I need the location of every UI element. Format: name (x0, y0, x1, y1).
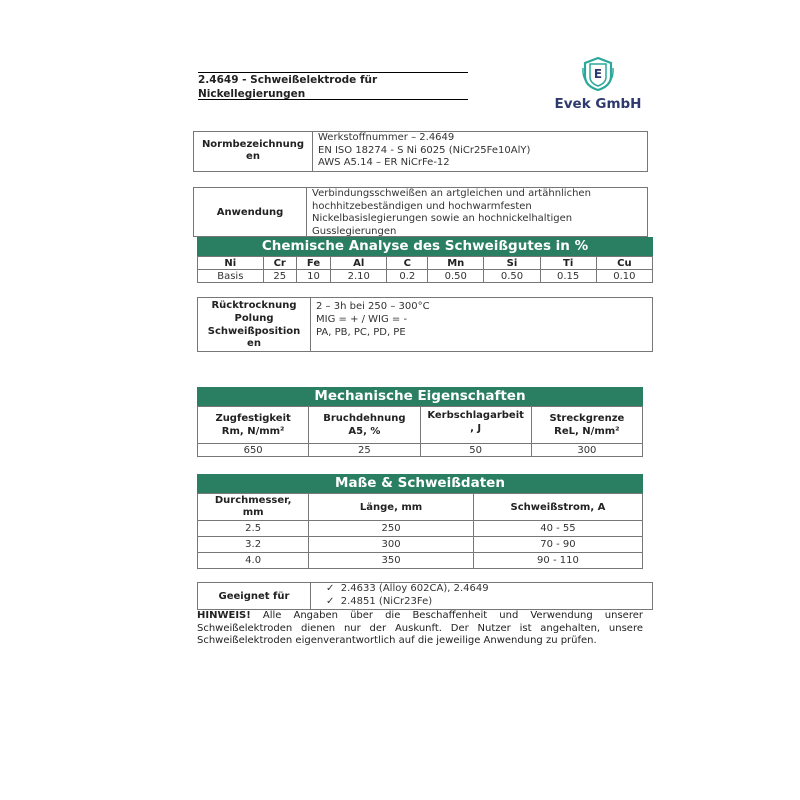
chem-table (197, 256, 653, 283)
masse-header: Länge, mm (309, 494, 474, 521)
masse-cell: 3.2 (198, 537, 309, 553)
chem-section (197, 237, 653, 283)
hinweis-label: HINWEIS! (197, 610, 251, 621)
title-line-1: 2.4649 - Schweißelektrode für (198, 74, 378, 86)
mech-value: 300 (531, 444, 642, 457)
chem-header: Al (331, 257, 387, 270)
masse-cell: 300 (309, 537, 474, 553)
anwendung-values: Verbindungsschweißen an artgleichen und artähnlichen hochhitzebeständigen und hochwarmfesten Nickelbasislegierungen sowie an hochnickelhaltigen Gusslegierungen (312, 188, 591, 237)
masse-cell: 250 (309, 521, 474, 537)
mech-header: Streckgrenze ReL, N/mm² (531, 407, 642, 444)
masse-section (197, 474, 643, 569)
geeignet-box (197, 582, 653, 610)
anwendung-label: Anwendung (216, 207, 284, 218)
geeignet-label: Geeignet für (218, 591, 290, 602)
divider (306, 188, 307, 236)
params-box (197, 297, 653, 352)
mech-section (197, 387, 643, 457)
chem-header: Cu (596, 257, 652, 270)
divider (312, 132, 313, 171)
company-name: Evek GmbH (554, 96, 642, 112)
masse-title: Maße & Schweißdaten (197, 474, 643, 493)
params-values: 2 – 3h bei 250 – 300°C MIG = + / WIG = - PA, PB, PC, PD, PE (316, 301, 430, 338)
geeignet-item: ✓ 2.4851 (NiCr23Fe) (326, 595, 433, 607)
masse-cell: 70 - 90 (473, 537, 642, 553)
norm-label: Normbezeichnung en (201, 139, 305, 162)
norm-box (193, 131, 648, 172)
mech-value: 650 (198, 444, 309, 457)
hinweis-text: Alle Angaben über die Beschaffenheit und Verwendung unserer Schweißelektroden dienen nur der Auskunft. Der Nutzer ist angehalten, unsere Schweißelektroden eigenverantwortlich auf die jeweilige Anwendung zu prüfen. (197, 610, 643, 646)
masse-header: Durchmesser, mm (198, 494, 309, 521)
masse-header: Schweißstrom, A (473, 494, 642, 521)
chem-value: 0.50 (484, 270, 540, 283)
check-icon: ✓ (326, 595, 335, 607)
mech-header: Zugfestigkeit Rm, N/mm² (198, 407, 309, 444)
mech-header: Bruchdehnung A5, % (309, 407, 420, 444)
chem-value: 10 (296, 270, 330, 283)
divider (310, 298, 311, 351)
anwendung-box (193, 187, 648, 237)
params-labels: Rücktrocknung Polung Schweißposition en (207, 300, 301, 350)
chem-header: Fe (296, 257, 330, 270)
title-line-2: Nickellegierungen (198, 87, 306, 100)
geeignet-item: ✓ 2.4633 (Alloy 602CA), 2.4649 (326, 583, 489, 594)
geeignet-list (326, 583, 646, 608)
chem-value: 0.2 (387, 270, 428, 283)
mech-value: 25 (309, 444, 420, 457)
masse-cell: 90 - 110 (473, 553, 642, 569)
check-icon: ✓ (326, 583, 335, 594)
chem-value: 0.10 (596, 270, 652, 283)
mech-header: Kerbschlagarbeit , J (420, 407, 531, 444)
chem-header: Cr (263, 257, 296, 270)
chem-value: 25 (263, 270, 296, 283)
logo-emblem-icon (581, 56, 615, 92)
chem-title: Chemische Analyse des Schweißgutes in % (197, 237, 653, 256)
chem-value: 0.15 (540, 270, 596, 283)
chem-header: Ti (540, 257, 596, 270)
chem-header: Mn (428, 257, 484, 270)
divider (310, 583, 311, 609)
masse-cell: 4.0 (198, 553, 309, 569)
masse-table (197, 493, 643, 569)
chem-header: C (387, 257, 428, 270)
svg-text:E: E (593, 67, 603, 81)
chem-value: 0.50 (428, 270, 484, 283)
document-title (198, 72, 468, 100)
mech-table (197, 406, 643, 457)
mech-value: 50 (420, 444, 531, 457)
chem-header: Si (484, 257, 540, 270)
masse-cell: 40 - 55 (473, 521, 642, 537)
masse-cell: 2.5 (198, 521, 309, 537)
chem-value: Basis (198, 270, 264, 283)
chem-header: Ni (198, 257, 264, 270)
chem-value: 2.10 (331, 270, 387, 283)
norm-values: Werkstoffnummer – 2.4649 EN ISO 18274 - S Ni 6025 (NiCr25Fe10AlY) AWS A5.14 – ER NiCrFe-12 (318, 132, 531, 168)
hinweis-note (197, 610, 643, 648)
masse-cell: 350 (309, 553, 474, 569)
mech-title: Mechanische Eigenschaften (197, 387, 643, 406)
company-logo (548, 56, 648, 110)
